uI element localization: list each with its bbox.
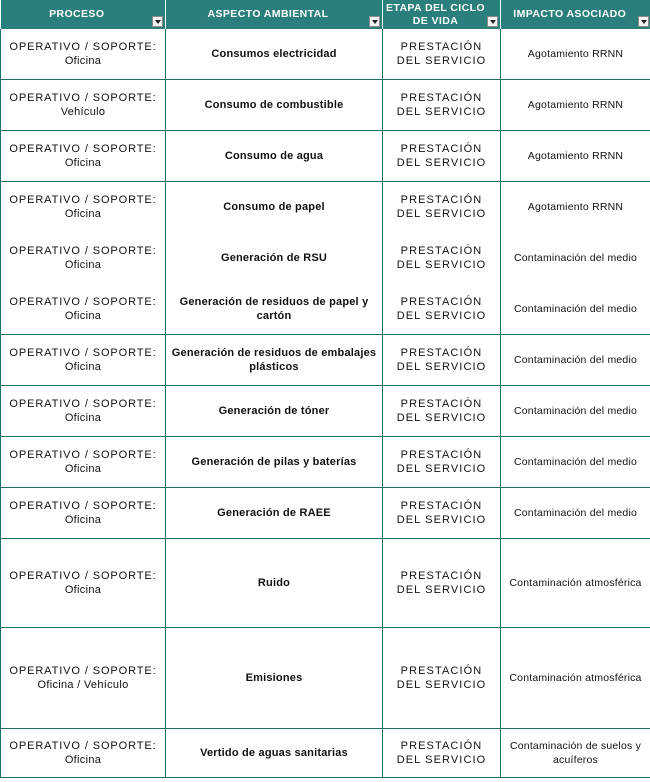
table-row — [1, 487, 650, 538]
proceso-cell — [1, 334, 166, 385]
header-proceso — [1, 0, 166, 29]
proceso-cell — [1, 728, 166, 777]
proceso-cell — [1, 436, 166, 487]
etapa-cell: PRESTACIÓN DEL SERVICIO — [383, 627, 501, 728]
header-etapa — [383, 0, 501, 29]
proceso-sub: Oficina — [64, 54, 102, 67]
proceso-sub: Oficina — [64, 462, 102, 475]
proceso-label: OPERATIVO / SOPORTE: — [9, 244, 157, 257]
etapa-cell: PRESTACIÓN DEL SERVICIO — [383, 436, 501, 487]
proceso-cell — [1, 538, 166, 627]
etapa-cell: PRESTACIÓN DEL SERVICIO — [383, 334, 501, 385]
table-row — [1, 436, 650, 487]
impacto-cell: Agotamiento RRNN — [501, 79, 650, 130]
table-row — [1, 283, 650, 334]
proceso-sub: Oficina — [64, 156, 102, 169]
aspecto-cell: Generación de RSU — [166, 232, 383, 283]
impacto-cell: Contaminación de suelos y acuíferos — [501, 728, 650, 777]
proceso-label: OPERATIVO / SOPORTE: — [9, 346, 157, 359]
impacto-cell: Contaminación atmosférica — [501, 538, 650, 627]
aspecto-cell: Consumos electricidad — [166, 29, 383, 79]
impacto-cell: Agotamiento RRNN — [501, 181, 650, 232]
aspecto-cell: Ruido — [166, 538, 383, 627]
header-label: IMPACTO ASOCIADO — [513, 8, 627, 20]
impacto-cell: Contaminación atmosférica — [501, 627, 650, 728]
proceso-cell — [1, 232, 166, 283]
aspecto-cell: Vertido de aguas sanitarias — [166, 728, 383, 777]
table-row — [1, 627, 650, 728]
aspecto-cell: Generación de pilas y baterías — [166, 436, 383, 487]
aspecto-cell: Generación de RAEE — [166, 487, 383, 538]
proceso-sub: Oficina — [64, 411, 102, 424]
header-label: PROCESO — [49, 8, 105, 20]
filter-dropdown-icon[interactable] — [487, 16, 498, 27]
proceso-label: OPERATIVO / SOPORTE: — [9, 569, 157, 582]
proceso-sub: Vehículo — [60, 105, 106, 118]
header-row — [1, 0, 650, 29]
impacto-cell: Contaminación del medio — [501, 385, 650, 436]
table-row — [1, 385, 650, 436]
proceso-cell — [1, 385, 166, 436]
etapa-cell: PRESTACIÓN DEL SERVICIO — [383, 232, 501, 283]
filter-dropdown-icon[interactable] — [369, 16, 380, 27]
etapa-cell: PRESTACIÓN DEL SERVICIO — [383, 538, 501, 627]
impacto-cell: Agotamiento RRNN — [501, 130, 650, 181]
table-row — [1, 130, 650, 181]
proceso-label: OPERATIVO / SOPORTE: — [9, 397, 157, 410]
etapa-cell: PRESTACIÓN DEL SERVICIO — [383, 181, 501, 232]
proceso-cell — [1, 79, 166, 130]
etapa-cell: PRESTACIÓN DEL SERVICIO — [383, 728, 501, 777]
etapa-cell: PRESTACIÓN DEL SERVICIO — [383, 487, 501, 538]
proceso-sub: Oficina — [64, 513, 102, 526]
proceso-label: OPERATIVO / SOPORTE: — [9, 295, 157, 308]
proceso-label: OPERATIVO / SOPORTE: — [9, 91, 157, 104]
proceso-label: OPERATIVO / SOPORTE: — [9, 664, 157, 677]
table-row — [1, 232, 650, 283]
proceso-cell — [1, 29, 166, 79]
filter-dropdown-icon[interactable] — [152, 16, 163, 27]
proceso-sub: Oficina — [64, 258, 102, 271]
impacto-cell: Contaminación del medio — [501, 334, 650, 385]
proceso-cell — [1, 181, 166, 232]
proceso-cell — [1, 627, 166, 728]
proceso-sub: Oficina — [64, 583, 102, 596]
impacto-cell: Contaminación del medio — [501, 283, 650, 334]
etapa-cell: PRESTACIÓN DEL SERVICIO — [383, 385, 501, 436]
proceso-label: OPERATIVO / SOPORTE: — [9, 142, 157, 155]
aspecto-cell: Generación de tóner — [166, 385, 383, 436]
proceso-cell — [1, 130, 166, 181]
header-impacto — [501, 0, 650, 29]
proceso-label: OPERATIVO / SOPORTE: — [9, 193, 157, 206]
proceso-label: OPERATIVO / SOPORTE: — [9, 499, 157, 512]
aspecto-cell: Consumo de combustible — [166, 79, 383, 130]
proceso-label: OPERATIVO / SOPORTE: — [9, 40, 157, 53]
table-row — [1, 181, 650, 232]
proceso-sub: Oficina / Vehículo — [37, 678, 129, 691]
proceso-label: OPERATIVO / SOPORTE: — [9, 448, 157, 461]
proceso-sub: Oficina — [64, 207, 102, 220]
proceso-cell — [1, 283, 166, 334]
filter-dropdown-icon[interactable] — [638, 16, 649, 27]
table-row — [1, 79, 650, 130]
impacto-cell: Agotamiento RRNN — [501, 29, 650, 79]
table-row — [1, 728, 650, 777]
aspecto-cell: Consumo de agua — [166, 130, 383, 181]
proceso-sub: Oficina — [64, 360, 102, 373]
impacto-cell: Contaminación del medio — [501, 436, 650, 487]
header-label: ETAPA DEL CICLO DE VIDA — [386, 1, 485, 27]
proceso-label: OPERATIVO / SOPORTE: — [9, 739, 157, 752]
header-label: ASPECTO AMBIENTAL — [207, 8, 329, 20]
header-aspecto — [166, 0, 383, 29]
aspecto-cell: Generación de residuos de embalajes plásticos — [166, 334, 383, 385]
proceso-cell — [1, 487, 166, 538]
etapa-cell: PRESTACIÓN DEL SERVICIO — [383, 29, 501, 79]
etapa-cell: PRESTACIÓN DEL SERVICIO — [383, 283, 501, 334]
etapa-cell: PRESTACIÓN DEL SERVICIO — [383, 79, 501, 130]
aspecto-cell: Emisiones — [166, 627, 383, 728]
aspecto-cell: Generación de residuos de papel y cartón — [166, 283, 383, 334]
table-row — [1, 334, 650, 385]
etapa-cell: PRESTACIÓN DEL SERVICIO — [383, 130, 501, 181]
table-row — [1, 29, 650, 79]
impacto-cell: Contaminación del medio — [501, 232, 650, 283]
impacto-cell: Contaminación del medio — [501, 487, 650, 538]
proceso-sub: Oficina — [64, 753, 102, 766]
table-row — [1, 538, 650, 627]
aspecto-cell: Consumo de papel — [166, 181, 383, 232]
proceso-sub: Oficina — [64, 309, 102, 322]
